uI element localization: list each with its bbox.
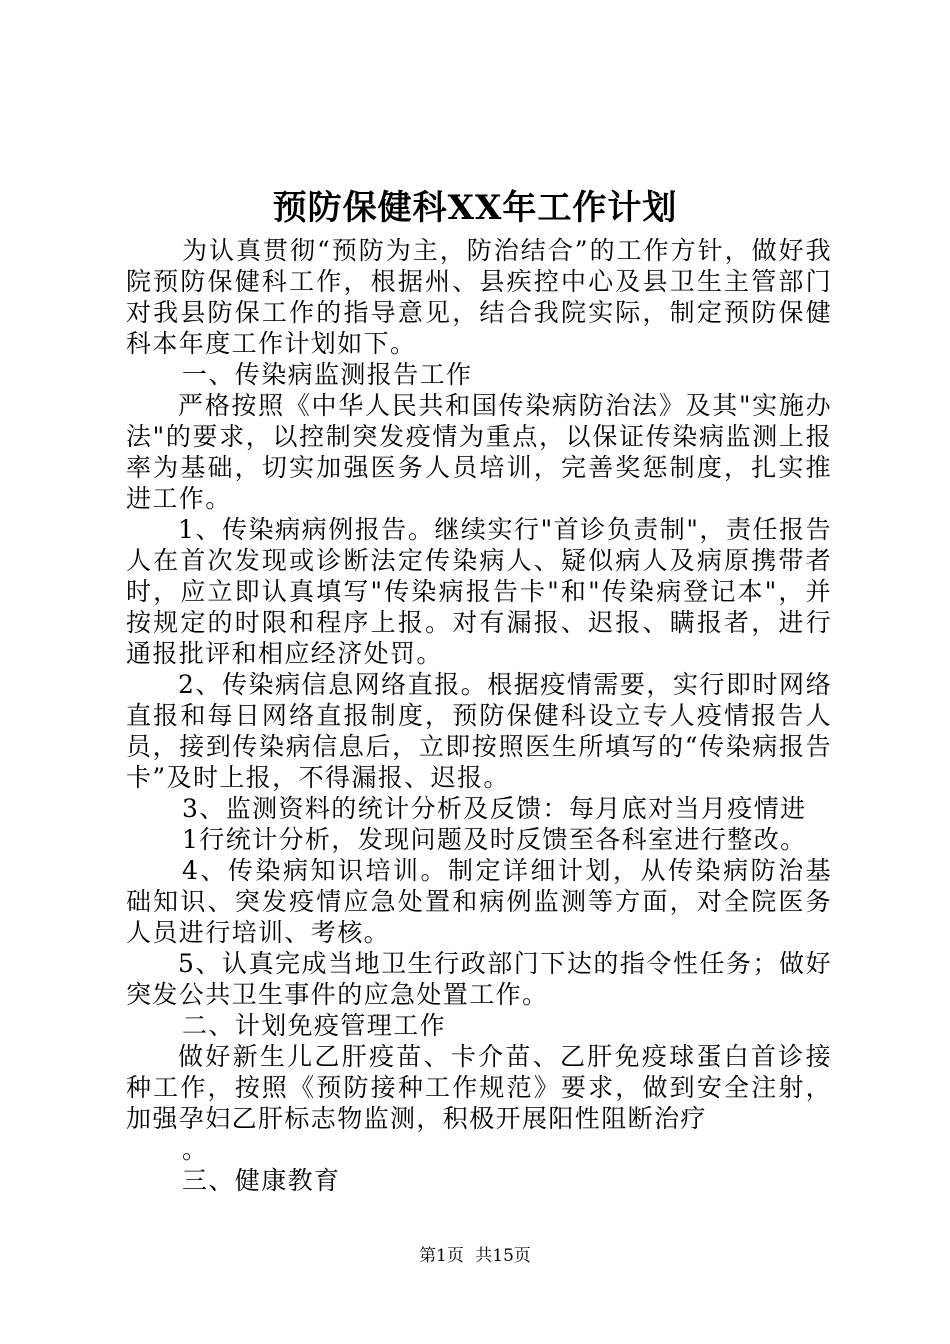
paragraph-section-1: 严格按照《中华人民共和国传染病防治法》及其"实施办法"的要求，以控制突发疫情为重点，以保证传染病监测上报率为基础，切实加强医务人员培训，完善奖惩制度，扎实推进工作。	[126, 391, 832, 513]
section-heading-1: 一、传染病监测报告工作	[182, 360, 473, 389]
page-footer	[0, 1244, 950, 1268]
paragraph-item-5: 5、认真完成当地卫生行政部门下达的指令性任务；做好突发公共卫生事件的应急处置工作。	[126, 949, 832, 1009]
paragraph-intro: 为认真贯彻“预防为主，防治结合”的工作方针，做好我院预防保健科工作，根据州、县疾控中心及县卫生主管部门对我县防保工作的指导意见，结合我院实际，制定预防保健科本年度工作计划如下。	[126, 236, 832, 358]
paragraph-item-3: 3、监测资料的统计分析及反馈：每月底对当月疫情进	[182, 794, 807, 823]
paragraph-item-2: 2、传染病信息网络直报。根据疫情需要，实行即时网络直报和每日网络直报制度，预防保健科设立专人疫情报告人员，接到传染病信息后，立即按照医生所填写的“传染病报告卡”及时上报，不得漏报、迟报。	[126, 670, 832, 792]
paragraph-item-3-continued: 1行统计分析，发现问题及时反馈至各科室进行整改。	[182, 825, 807, 854]
paragraph-period: 。	[182, 1135, 209, 1164]
section-heading-2: 二、计划免疫管理工作	[182, 1011, 447, 1040]
document-body	[126, 235, 832, 1196]
paragraph-section-2: 做好新生儿乙肝疫苗、卡介苗、乙肝免疫球蛋白首诊接种工作，按照《预防接种工作规范》要求，做到安全注射，加强孕妇乙肝标志物监测，积极开展阳性阻断治疗	[126, 1042, 832, 1133]
section-heading-3: 三、健康教育	[182, 1166, 341, 1195]
document-title: 预防保健科XX年工作计划	[272, 188, 678, 228]
paragraph-item-1: 1、传染病病例报告。继续实行"首诊负责制"，责任报告人在首次发现或诊断法定传染病人、疑似病人及病原携带者时，应立即认真填写"传染病报告卡"和"传染病登记本"，并按规定的时限和程序上报。对有漏报、迟报、瞒报者，进行通报批评和相应经济处罚。	[126, 515, 832, 668]
paragraph-item-4: 4、传染病知识培训。制定详细计划，从传染病防治基础知识、突发疫情应急处置和病例监测等方面，对全院医务人员进行培训、考核。	[126, 856, 832, 947]
page-number: 第1页	[419, 1246, 464, 1266]
page-total: 共15页	[475, 1246, 531, 1266]
